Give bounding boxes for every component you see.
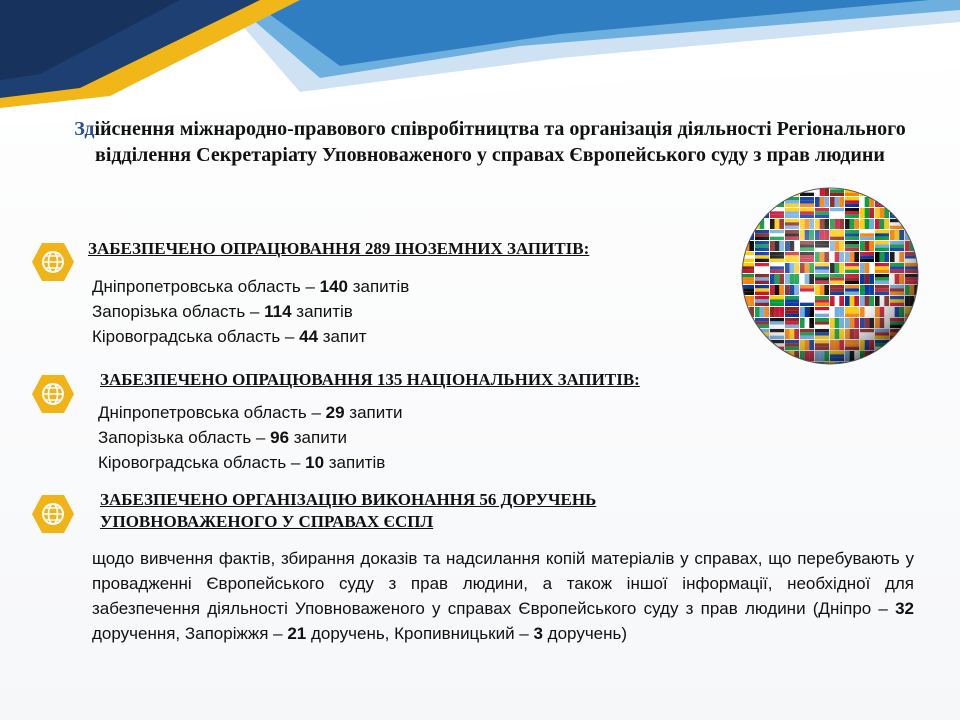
list-item bbox=[98, 450, 403, 475]
title-accent: Зд bbox=[74, 118, 95, 140]
paragraph-text: доручень, Кропивницький – bbox=[306, 624, 534, 643]
unit-label: запитів bbox=[348, 277, 410, 296]
kropyvnytskyi-count: 3 bbox=[533, 624, 543, 643]
section2-heading: ЗАБЕЗПЕЧЕНО ОПРАЦЮВАННЯ 135 НАЦІОНАЛЬНИХ ЗАПИТІВ: bbox=[100, 370, 640, 389]
section3-heading-line1: ЗАБЕЗПЕЧЕНО ОРГАНІЗАЦІЮ ВИКОНАННЯ 56 ДОРУЧЕНЬ bbox=[100, 490, 597, 509]
title-text: ійснення міжнародно-правового співробітництва та організація діяльності Регіонального відділення Секретаріату Уповноваженого у справах Європейського суду з прав людини bbox=[94, 118, 906, 166]
request-count: 29 bbox=[325, 403, 345, 422]
globe-icon bbox=[31, 372, 75, 416]
flag-globe-image bbox=[740, 186, 920, 366]
page-title bbox=[60, 116, 920, 168]
region-label: Дніпропетровська область – bbox=[92, 277, 320, 296]
section1-list bbox=[92, 274, 409, 349]
list-item bbox=[98, 400, 403, 425]
region-label: Дніпропетровська область – bbox=[98, 403, 326, 422]
list-item bbox=[92, 324, 409, 349]
zaporizhzhia-count: 21 bbox=[287, 624, 307, 643]
unit-label: запити bbox=[344, 403, 403, 422]
paragraph-text: щодо вивчення фактів, збирання доказів та надсилання копій матеріалів у справах, що перебувають у провадженні Європейського суду з прав людини, а також іншої інформації, необхідної для забезпечення діяльності Уповноваженого у справах Європейського суду з прав людини (Дніпро – bbox=[92, 549, 914, 618]
dnipro-count: 32 bbox=[895, 599, 914, 618]
request-count: 96 bbox=[270, 428, 290, 447]
list-item bbox=[98, 425, 403, 450]
header-banner bbox=[0, 0, 960, 130]
section2-list bbox=[98, 400, 403, 475]
list-item bbox=[92, 299, 409, 324]
paragraph-text: доручення, Запоріжжя – bbox=[92, 624, 288, 643]
section3-paragraph bbox=[92, 546, 914, 646]
section3-heading bbox=[100, 489, 596, 533]
unit-label: запити bbox=[289, 428, 347, 447]
unit-label: запитів bbox=[324, 453, 386, 472]
request-count: 140 bbox=[319, 277, 348, 296]
region-label: Запорізька область – bbox=[98, 428, 271, 447]
request-count: 10 bbox=[305, 453, 325, 472]
globe-icon bbox=[31, 492, 75, 536]
section3-heading-line2: УПОВНОВАЖЕНОГО У СПРАВАХ ЄСПЛ bbox=[100, 512, 434, 531]
request-count: 44 bbox=[299, 327, 319, 346]
list-item bbox=[92, 274, 409, 299]
region-label: Запорізька область – bbox=[92, 302, 265, 321]
region-label: Кіровоградська область – bbox=[98, 453, 306, 472]
globe-icon bbox=[31, 240, 75, 284]
section1-heading: ЗАБЕЗПЕЧЕНО ОПРАЦЮВАННЯ 289 ІНОЗЕМНИХ ЗАПИТІВ: bbox=[88, 239, 590, 258]
paragraph-text: доручень) bbox=[542, 624, 628, 643]
region-label: Кіровоградська область – bbox=[92, 327, 300, 346]
unit-label: запит bbox=[318, 327, 367, 346]
request-count: 114 bbox=[264, 302, 292, 321]
unit-label: запитів bbox=[291, 302, 353, 321]
